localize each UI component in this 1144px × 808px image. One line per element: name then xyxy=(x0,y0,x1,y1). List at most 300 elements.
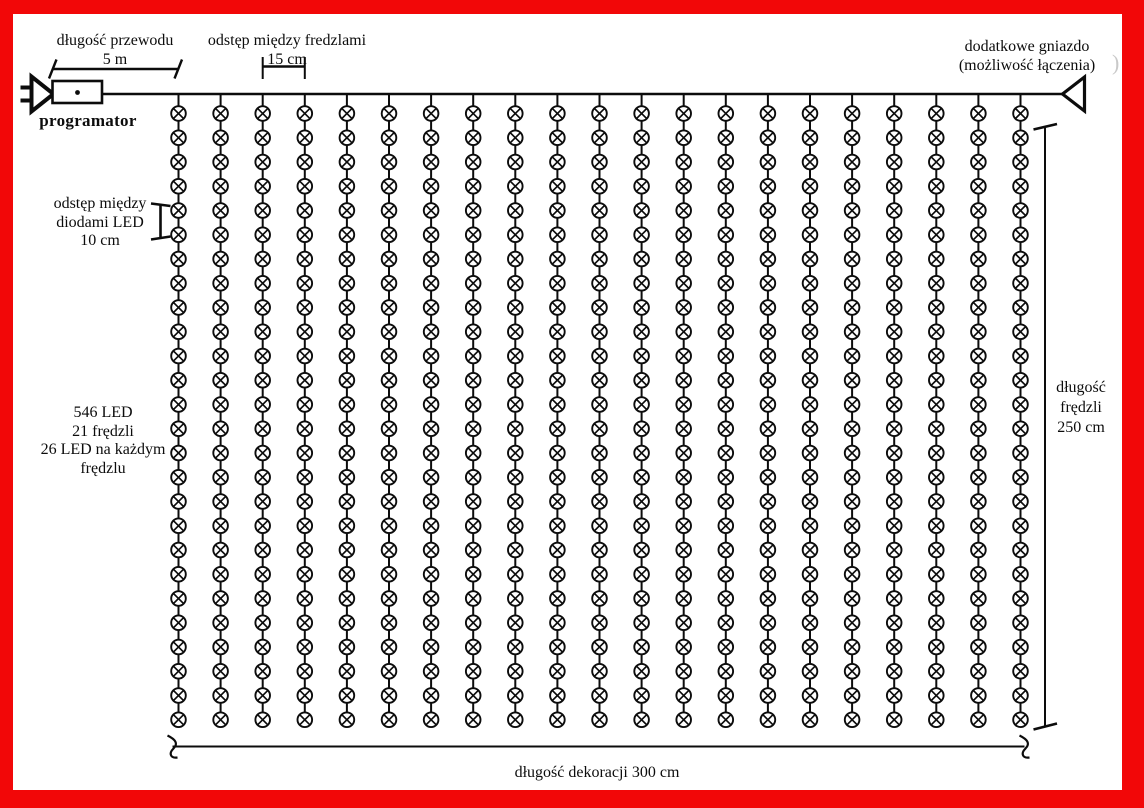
cable-length-label xyxy=(35,32,195,69)
led-icon xyxy=(550,712,565,727)
led-icon xyxy=(424,373,439,388)
led-icon xyxy=(340,276,355,291)
strand xyxy=(466,94,481,727)
led-icon xyxy=(466,179,481,194)
led-icon xyxy=(592,567,607,582)
led-icon xyxy=(340,155,355,170)
led-icon xyxy=(803,324,818,339)
led-icon xyxy=(508,252,523,267)
led-icon xyxy=(887,640,902,655)
led-icon xyxy=(929,688,944,703)
led-icon xyxy=(340,106,355,121)
led-icon xyxy=(382,203,397,218)
led-icon xyxy=(971,591,986,606)
led-icon xyxy=(676,203,691,218)
led-icon xyxy=(340,518,355,533)
led-icon xyxy=(676,518,691,533)
led-icon xyxy=(887,688,902,703)
led-icon xyxy=(845,252,860,267)
led-icon xyxy=(213,300,228,315)
led-icon xyxy=(213,567,228,582)
led-icon xyxy=(1013,397,1028,412)
led-icon xyxy=(255,106,270,121)
led-icon xyxy=(845,130,860,145)
led-icon xyxy=(340,252,355,267)
led-icon xyxy=(255,494,270,509)
led-icon xyxy=(466,664,481,679)
led-icon xyxy=(887,324,902,339)
led-icon xyxy=(803,640,818,655)
strand xyxy=(550,94,565,727)
led-icon xyxy=(971,155,986,170)
led-icon xyxy=(803,421,818,436)
led-icon xyxy=(887,591,902,606)
led-icon xyxy=(213,130,228,145)
led-icon xyxy=(1013,324,1028,339)
led-icon xyxy=(719,470,734,485)
led-icon xyxy=(424,470,439,485)
led-icon xyxy=(508,106,523,121)
led-icon xyxy=(761,712,776,727)
led-icon xyxy=(550,615,565,630)
led-icon xyxy=(255,179,270,194)
led-icon xyxy=(634,179,649,194)
led-icon xyxy=(929,397,944,412)
led-icon xyxy=(466,155,481,170)
led-icon xyxy=(424,567,439,582)
led-icon xyxy=(803,543,818,558)
led-icon xyxy=(382,373,397,388)
strand xyxy=(382,94,397,727)
led-icon xyxy=(634,203,649,218)
led-icon xyxy=(424,397,439,412)
led-icon xyxy=(466,324,481,339)
led-icon xyxy=(171,203,186,218)
led-icon xyxy=(508,591,523,606)
led-icon xyxy=(592,324,607,339)
led-icon xyxy=(592,421,607,436)
led-icon xyxy=(887,518,902,533)
led-icon xyxy=(171,518,186,533)
led-icon xyxy=(298,397,313,412)
led-icon xyxy=(803,615,818,630)
led-icon xyxy=(298,543,313,558)
led-icon xyxy=(508,518,523,533)
led-icon xyxy=(592,276,607,291)
led-icon xyxy=(719,276,734,291)
strand xyxy=(340,94,355,727)
led-icon xyxy=(255,373,270,388)
strand-grid xyxy=(171,94,1028,727)
led-icon xyxy=(213,664,228,679)
led-icon xyxy=(719,324,734,339)
led-icon xyxy=(971,688,986,703)
led-icon xyxy=(845,518,860,533)
led-icon xyxy=(676,324,691,339)
led-icon xyxy=(550,252,565,267)
led-icon xyxy=(676,494,691,509)
led-icon xyxy=(929,591,944,606)
led-icon xyxy=(508,494,523,509)
led-icon xyxy=(845,397,860,412)
led-icon xyxy=(1013,276,1028,291)
led-icon xyxy=(298,640,313,655)
led-icon xyxy=(634,252,649,267)
led-icon xyxy=(466,567,481,582)
led-icon xyxy=(213,470,228,485)
led-icon xyxy=(298,712,313,727)
led-icon xyxy=(171,179,186,194)
led-icon xyxy=(592,203,607,218)
led-icon xyxy=(929,276,944,291)
led-icon xyxy=(550,179,565,194)
fringe-spacing-label xyxy=(206,32,368,69)
led-icon xyxy=(255,155,270,170)
led-icon xyxy=(508,373,523,388)
fringe-length-value: 250 cm xyxy=(1057,419,1105,436)
led-icon xyxy=(171,615,186,630)
led-icon xyxy=(592,664,607,679)
led-icon xyxy=(761,664,776,679)
led-icon xyxy=(676,640,691,655)
led-icon xyxy=(761,130,776,145)
led-icon xyxy=(171,227,186,242)
led-icon xyxy=(255,688,270,703)
cable-length-line1: długość przewodu xyxy=(56,32,174,49)
led-icon xyxy=(255,712,270,727)
led-icon xyxy=(298,591,313,606)
led-icon xyxy=(929,349,944,364)
led-icon xyxy=(550,470,565,485)
led-icon xyxy=(466,349,481,364)
led-icon xyxy=(213,446,228,461)
led-icon xyxy=(466,543,481,558)
led-icon xyxy=(424,276,439,291)
led-icon xyxy=(508,179,523,194)
led-icon xyxy=(887,494,902,509)
led-icon xyxy=(550,130,565,145)
led-icon xyxy=(466,688,481,703)
led-icon xyxy=(298,373,313,388)
led-icon xyxy=(592,712,607,727)
led-icon xyxy=(1013,446,1028,461)
dim-decoration-length xyxy=(168,736,1030,758)
led-icon xyxy=(971,664,986,679)
led-icon xyxy=(761,397,776,412)
led-icon xyxy=(845,664,860,679)
led-icon xyxy=(550,567,565,582)
led-icon xyxy=(340,324,355,339)
led-icon xyxy=(1013,252,1028,267)
led-icon xyxy=(761,252,776,267)
led-icon xyxy=(803,106,818,121)
led-icon xyxy=(213,518,228,533)
led-icon xyxy=(929,543,944,558)
led-icon xyxy=(171,324,186,339)
fringe-length-line1: długość xyxy=(1056,379,1106,396)
stray-mark: ) xyxy=(1112,50,1120,75)
led-icon xyxy=(550,349,565,364)
led-icon xyxy=(171,300,186,315)
led-icon xyxy=(761,615,776,630)
led-icon xyxy=(550,421,565,436)
led-icon xyxy=(424,494,439,509)
led-icon xyxy=(887,446,902,461)
led-icon xyxy=(719,543,734,558)
led-icon xyxy=(466,712,481,727)
led-icon xyxy=(466,106,481,121)
led-icon xyxy=(761,446,776,461)
led-icon xyxy=(255,567,270,582)
led-icon xyxy=(634,615,649,630)
led-icon xyxy=(592,470,607,485)
fringe-spacing-line1: odstęp między fredzlami xyxy=(207,32,367,49)
led-icon xyxy=(508,324,523,339)
led-icon xyxy=(424,179,439,194)
led-icon xyxy=(382,688,397,703)
led-icon xyxy=(845,227,860,242)
led-icon xyxy=(634,688,649,703)
led-icon xyxy=(382,276,397,291)
led-icon xyxy=(1013,106,1028,121)
led-icon xyxy=(382,155,397,170)
led-icon xyxy=(213,688,228,703)
led-icon xyxy=(382,252,397,267)
led-icon xyxy=(803,252,818,267)
led-icon xyxy=(424,252,439,267)
led-icon xyxy=(255,615,270,630)
led-icon xyxy=(929,518,944,533)
led-icon xyxy=(466,130,481,145)
led-icon xyxy=(887,543,902,558)
led-icon xyxy=(382,300,397,315)
led-icon xyxy=(382,591,397,606)
led-icon xyxy=(213,494,228,509)
led-icon xyxy=(845,373,860,388)
led-icon xyxy=(424,640,439,655)
led-icon xyxy=(550,688,565,703)
led-icon xyxy=(971,421,986,436)
led-icon xyxy=(424,712,439,727)
led-icon xyxy=(550,591,565,606)
led-icon xyxy=(171,591,186,606)
led-icon xyxy=(213,203,228,218)
led-icon xyxy=(466,446,481,461)
led-icon xyxy=(676,543,691,558)
led-icon xyxy=(971,300,986,315)
led-icon xyxy=(803,688,818,703)
led-icon xyxy=(298,155,313,170)
led-icon xyxy=(340,373,355,388)
led-icon xyxy=(382,324,397,339)
led-icon xyxy=(719,252,734,267)
led-icon xyxy=(171,276,186,291)
led-icon xyxy=(255,252,270,267)
led-icon xyxy=(1013,591,1028,606)
led-icon xyxy=(887,470,902,485)
led-icon xyxy=(719,130,734,145)
led-icon xyxy=(466,276,481,291)
led-icon xyxy=(382,615,397,630)
led-icon xyxy=(1013,518,1028,533)
led-icon xyxy=(508,664,523,679)
power-plug-icon xyxy=(21,77,54,112)
led-icon xyxy=(845,494,860,509)
led-icon xyxy=(213,421,228,436)
led-icon xyxy=(340,688,355,703)
led-icon xyxy=(382,470,397,485)
led-icon xyxy=(803,591,818,606)
led-icon xyxy=(761,179,776,194)
led-icon xyxy=(466,591,481,606)
led-icon xyxy=(719,349,734,364)
led-icon xyxy=(971,712,986,727)
led-icon xyxy=(634,276,649,291)
led-icon xyxy=(634,324,649,339)
led-icon xyxy=(719,397,734,412)
led-icon xyxy=(382,106,397,121)
led-icon xyxy=(634,543,649,558)
led-icon xyxy=(298,203,313,218)
led-icon xyxy=(887,664,902,679)
programmer-label: programator xyxy=(39,111,137,130)
led-icon xyxy=(424,106,439,121)
led-icon xyxy=(719,300,734,315)
led-icon xyxy=(255,543,270,558)
led-icon xyxy=(761,300,776,315)
led-icon xyxy=(803,567,818,582)
led-icon xyxy=(550,324,565,339)
led-icon xyxy=(845,591,860,606)
led-icon xyxy=(634,421,649,436)
led-icon xyxy=(803,130,818,145)
led-icon xyxy=(719,179,734,194)
led-icon xyxy=(845,203,860,218)
led-icon xyxy=(971,567,986,582)
led-icon xyxy=(761,470,776,485)
led-icon xyxy=(803,300,818,315)
led-icon xyxy=(171,130,186,145)
led-icon xyxy=(171,712,186,727)
led-icon xyxy=(298,252,313,267)
led-icon xyxy=(803,276,818,291)
led-spacing-line2: diodami LED xyxy=(56,213,144,231)
led-icon xyxy=(971,640,986,655)
led-icon xyxy=(213,155,228,170)
led-icon xyxy=(971,397,986,412)
led-icon xyxy=(803,155,818,170)
led-icon xyxy=(213,324,228,339)
led-icon xyxy=(845,688,860,703)
led-icon xyxy=(971,130,986,145)
led-icon xyxy=(382,712,397,727)
led-icon xyxy=(971,106,986,121)
led-icon xyxy=(382,446,397,461)
led-icon xyxy=(676,567,691,582)
strand xyxy=(887,94,902,727)
led-icon xyxy=(550,446,565,461)
led-icon xyxy=(340,664,355,679)
led-icon xyxy=(508,470,523,485)
strand xyxy=(508,94,523,727)
led-icon xyxy=(676,470,691,485)
led-icon xyxy=(340,130,355,145)
led-icon xyxy=(424,349,439,364)
led-icon xyxy=(298,518,313,533)
led-icon xyxy=(929,494,944,509)
led-icon xyxy=(971,203,986,218)
led-icon xyxy=(213,373,228,388)
led-icon xyxy=(550,106,565,121)
strand xyxy=(634,94,649,727)
led-icon xyxy=(382,543,397,558)
fringe-length-label xyxy=(1048,378,1114,438)
led-icon xyxy=(719,446,734,461)
led-icon xyxy=(213,397,228,412)
led-icon xyxy=(845,300,860,315)
led-icon xyxy=(340,397,355,412)
led-icon xyxy=(382,397,397,412)
led-icon xyxy=(1013,373,1028,388)
led-icon xyxy=(761,518,776,533)
led-icon xyxy=(298,276,313,291)
led-icon xyxy=(887,421,902,436)
led-icon xyxy=(845,446,860,461)
led-icon xyxy=(676,688,691,703)
led-icon xyxy=(1013,300,1028,315)
strand xyxy=(719,94,734,727)
led-icon xyxy=(424,324,439,339)
led-icon xyxy=(550,518,565,533)
led-icon xyxy=(298,179,313,194)
led-icon xyxy=(845,324,860,339)
led-icon xyxy=(340,591,355,606)
led-icon xyxy=(171,494,186,509)
led-icon xyxy=(676,373,691,388)
led-icon xyxy=(929,203,944,218)
led-icon xyxy=(676,349,691,364)
led-icon xyxy=(382,130,397,145)
led-icon xyxy=(171,688,186,703)
extra-socket-line2: (możliwość łączenia) xyxy=(958,56,1096,74)
strand xyxy=(929,94,944,727)
led-icon xyxy=(845,640,860,655)
led-icon xyxy=(887,300,902,315)
led-icon xyxy=(382,421,397,436)
led-icon xyxy=(298,688,313,703)
decoration-length-label: długość dekoracji 300 cm xyxy=(514,764,680,781)
led-icon xyxy=(550,300,565,315)
led-icon xyxy=(761,324,776,339)
led-icon xyxy=(340,640,355,655)
led-icon xyxy=(929,446,944,461)
led-icon xyxy=(719,106,734,121)
led-icon xyxy=(592,543,607,558)
led-icon xyxy=(508,712,523,727)
led-icon xyxy=(719,664,734,679)
led-icon xyxy=(1013,543,1028,558)
led-spacing-label xyxy=(44,195,156,251)
led-icon xyxy=(929,130,944,145)
led-icon xyxy=(213,179,228,194)
fringe-length-line2: frędzli xyxy=(1060,399,1102,416)
led-icon xyxy=(255,518,270,533)
led-icon xyxy=(382,664,397,679)
led-icon xyxy=(845,349,860,364)
led-icon xyxy=(971,373,986,388)
led-icon xyxy=(340,712,355,727)
led-icon xyxy=(213,712,228,727)
